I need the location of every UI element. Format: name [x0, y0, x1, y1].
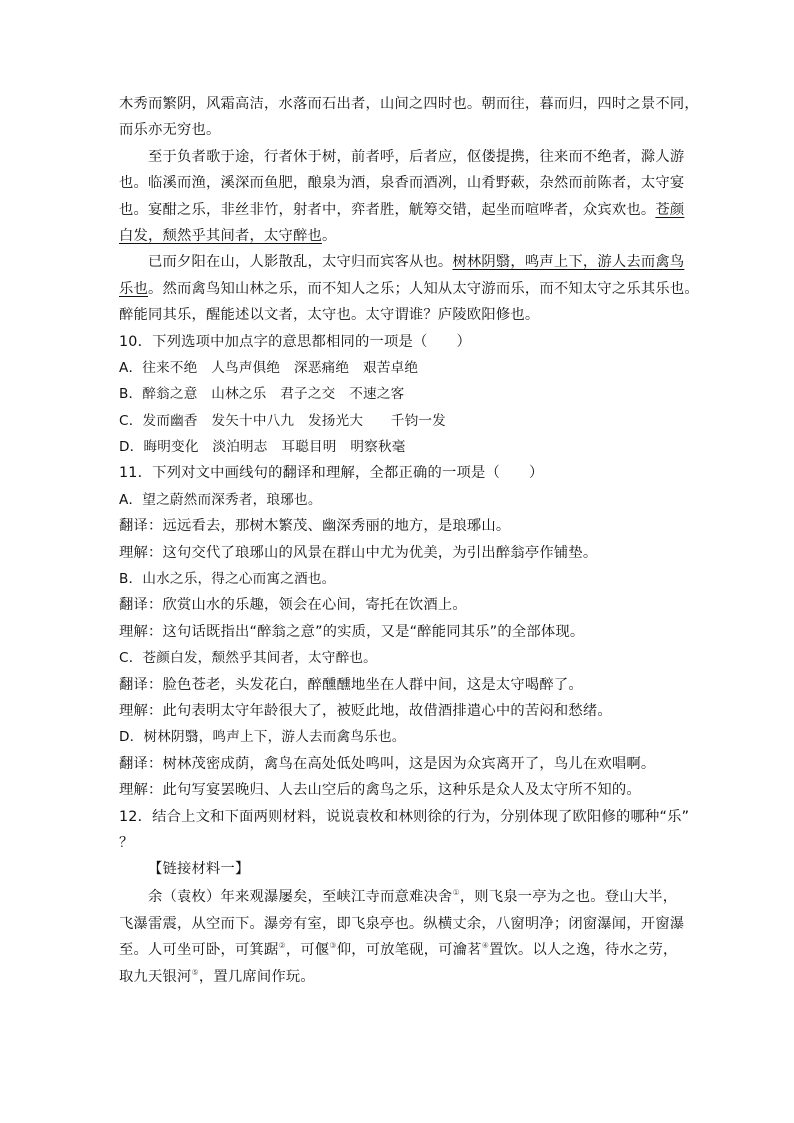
material-text: ，可偃: [285, 942, 330, 959]
footnote-marker: ⑤: [191, 967, 199, 977]
question-11-option-b: B．山水之乐，得之心而寓之酒也。: [119, 571, 336, 588]
material-text: 仰，可放笔砚，可瀹茗: [336, 942, 482, 959]
passage-line: 醉能同其乐，醒能述以文者，太守也。太守谓谁？庐陵欧阳修也。: [119, 307, 540, 324]
question-12-stem-end: ？: [119, 834, 134, 851]
option-a-translation: 翻译：远远看去，那树木繁茂、幽深秀丽的地方，是琅琊山。: [119, 518, 511, 535]
passage-text: 。然而禽鸟知山林之乐，而不知人之乐；人知从太守游而乐，而不知太守之乐其乐也。: [148, 280, 699, 297]
passage-line: [119, 223, 679, 249]
question-12-stem: 12．结合上文和下面两则材料，说说袁枚和林则徐的行为，分别体现了欧阳修的哪种“乐”: [119, 808, 690, 825]
passage-line: [119, 197, 685, 223]
option-b-understanding: 理解：这句话既指出“醉翁之意”的实质，又是“醉能同其乐”的全部体现。: [119, 623, 585, 640]
material-text: 取九天银河: [119, 968, 192, 985]
material-text: 余（袁枚）年来观瀑屡矣，至峡江寺而意难决舍: [148, 889, 453, 906]
option-c-understanding: 理解：此句表明太守年龄很大了，被贬此地，故借酒排遣心中的苦闷和愁绪。: [119, 702, 612, 719]
underlined-sentence: 树林阴翳，鸣声上下，游人去而禽鸟: [452, 254, 685, 271]
document-body: [119, 91, 699, 990]
question-10-option-d: D．晦明变化 淡泊明志 耳聪目明 明察秋毫: [119, 439, 406, 456]
footnote-marker: ②: [278, 941, 286, 951]
option-d-translation: 翻译：树林茂密成荫，禽鸟在高处低处鸣叫，这是因为众宾离开了，鸟儿在欢唱啊。: [119, 755, 656, 772]
material-line: [119, 964, 679, 990]
material-text: 置饮。以人之逸，待水之劳，: [489, 942, 678, 959]
question-10-option-b: B．醉翁之意 山林之乐 君子之交 不速之客: [119, 386, 405, 403]
material-text: 至。人可坐可卧，可箕踞: [119, 942, 279, 959]
question-11-option-d: D．树林阴翳，鸣声上下，游人去而禽鸟乐也。: [119, 729, 406, 746]
footnote-marker: ④: [481, 941, 490, 951]
passage-line: [119, 249, 685, 275]
material-line: [119, 937, 679, 963]
question-11-option-a: A．望之蔚然而深秀者，琅琊也。: [119, 491, 322, 508]
passage-text: 已而夕阳在山，人影散乱，太守归而宾客从也。: [148, 254, 453, 271]
option-a-understanding: 理解：这句交代了琅琊山的风景在群山中尤为优美，为引出醉翁亭作铺垫。: [119, 544, 598, 561]
question-10-option-c: C．发而幽香 发矢十中八九 发扬光大 千钧一发: [119, 412, 446, 429]
passage-line: 至于负者歌于途，行者休于树，前者呼，后者应，伛偻提携，往来而不绝者，滁人游: [148, 148, 685, 165]
material-text: ，则飞泉一亭为之也。登山大半，: [459, 889, 678, 906]
footnote-marker: ①: [452, 888, 460, 898]
question-10-stem: 10．下列选项中加点字的意思都相同的一项是（ ）: [119, 333, 472, 350]
material-line: 飞瀑雷震，从空而下。瀑旁有室，即飞泉亭也。纵横丈余，八窗明净；闭窗瀑闻，开窗瀑: [119, 915, 685, 932]
passage-line: 木秀而繁阴，风霜高洁，水落而石出者，山间之四时也。朝而往，暮而归，四时之景不同，: [119, 96, 699, 112]
option-c-translation: 翻译：脸色苍老，头发花白，醉醺醺地坐在人群中间，这是太守喝醉了。: [119, 676, 583, 693]
question-11-stem: 11．下列对文中画线句的翻译和理解，全都正确的一项是（ ）: [119, 465, 544, 482]
footnote-marker: ③: [329, 941, 337, 951]
passage-line: [119, 276, 699, 302]
passage-text: 。: [321, 227, 337, 244]
passage-text: 也。宴酣之乐，非丝非竹，射者中，弈者胜，觥筹交错，起坐而喧哗者，众宾欢也。: [119, 201, 656, 218]
passage-line: 也。临溪而渔，溪深而鱼肥，酿泉为酒，泉香而酒冽，山肴野蔌，杂然而前陈者，太守宴: [119, 175, 685, 192]
passage-line: 而乐亦无穷也。: [119, 122, 221, 139]
option-b-translation: 翻译：欣赏山水的乐趣，领会在心间，寄托在饮酒上。: [119, 597, 467, 614]
link-material-title: 【链接材料一】: [148, 861, 250, 878]
underlined-sentence: 乐也: [119, 280, 148, 297]
material-line: [119, 884, 679, 910]
underlined-sentence: 白发，颓然乎其间者，太守醉也: [119, 227, 322, 244]
material-text: ，置几席间作玩。: [198, 968, 315, 985]
question-11-option-c: C．苍颜白发，颓然乎其间者，太守醉也。: [119, 650, 377, 667]
option-d-understanding: 理解：此句写宴罢晚归、人去山空后的禽鸟之乐，这种乐是众人及太守所不知的。: [119, 782, 641, 799]
question-10-option-a: A．往来不绝 人鸟声俱绝 深恶痛绝 艰苦卓绝: [119, 359, 419, 376]
underlined-sentence: 苍颜: [655, 201, 685, 218]
